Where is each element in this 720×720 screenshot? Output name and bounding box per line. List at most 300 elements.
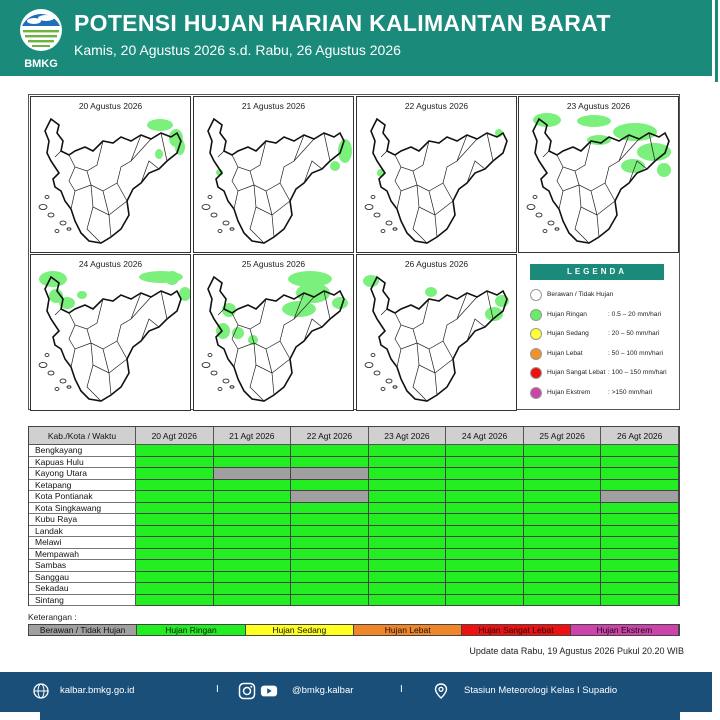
district-border (413, 293, 467, 349)
district-border (559, 191, 563, 209)
district-border (435, 373, 437, 395)
legend-heading: LEGENDA (530, 264, 664, 280)
rain-map (357, 269, 516, 410)
island-outline (533, 196, 537, 199)
island-outline (548, 221, 554, 225)
keterangan-item: Hujan Lebat (354, 625, 462, 635)
keterangan-label: Keterangan : (28, 612, 77, 622)
island-outline (60, 379, 66, 383)
district-border (294, 139, 314, 161)
map-title: 25 Agustus 2026 (241, 259, 306, 269)
district-border (87, 365, 101, 401)
table-row (29, 549, 679, 561)
legend-range: : >150 mm/hari (608, 388, 653, 396)
map-title: 26 Agustus 2026 (404, 259, 469, 269)
table-header-cell: 23 Agt 2026 (369, 427, 447, 445)
district-border (619, 139, 639, 161)
island-outline (202, 363, 210, 368)
forecast-cell (601, 514, 679, 526)
island-outline (365, 205, 373, 210)
island-outline (374, 213, 380, 217)
island-outline (386, 379, 392, 383)
location-pin-icon (432, 682, 450, 700)
map-panel (356, 254, 517, 411)
legend-label: Hujan Lebat (547, 349, 583, 357)
forecast-cell (524, 480, 602, 492)
region-name: Kayong Utara (29, 468, 136, 480)
social-handle[interactable]: @bmkg.kalbar (292, 685, 354, 696)
forecast-cell (214, 445, 292, 457)
map-panel (518, 96, 679, 253)
forecast-cell (136, 549, 214, 561)
island-outline (230, 228, 234, 230)
district-border (109, 373, 111, 395)
island-outline (45, 196, 49, 199)
forecast-cell (214, 514, 292, 526)
legend-item (530, 327, 680, 341)
legend-range: : 0.5 – 20 mm/hari (608, 310, 662, 318)
map-title: 23 Agustus 2026 (566, 101, 631, 111)
legend-swatch (530, 328, 542, 340)
district-border (218, 151, 224, 157)
website-icon (32, 682, 50, 700)
region-name: Kubu Raya (29, 514, 136, 526)
keterangan-bar (28, 624, 680, 636)
forecast-cell (524, 503, 602, 515)
forecast-cell (136, 595, 214, 607)
district-border (131, 297, 151, 319)
legend-item (530, 386, 680, 400)
map-panel (30, 254, 191, 411)
rain-area (165, 271, 179, 285)
bmkg-logo (16, 6, 66, 70)
forecast-maps-grid (28, 94, 680, 410)
district-border (272, 373, 274, 395)
table-row (29, 468, 679, 480)
forecast-cell (136, 468, 214, 480)
region-name: Kota Pontianak (29, 491, 136, 503)
district-border (381, 151, 387, 157)
district-border (397, 349, 401, 367)
district-border (280, 341, 290, 359)
district-border (87, 293, 141, 349)
island-outline (55, 230, 59, 233)
region-name: Sambas (29, 560, 136, 572)
district-border (91, 185, 127, 215)
forecast-cell (136, 526, 214, 538)
island-outline (555, 228, 559, 230)
district-border (71, 349, 75, 367)
table-header-cell: 24 Agt 2026 (446, 427, 524, 445)
legend-item (530, 308, 680, 322)
district-border (443, 183, 453, 201)
island-outline (45, 354, 49, 357)
district-border (429, 349, 435, 373)
district-border (109, 215, 111, 237)
station-name: Stasiun Meteorologi Kelas I Supadio (464, 685, 618, 696)
rain-area (657, 163, 671, 177)
forecast-cell (446, 480, 524, 492)
forecast-cell (524, 560, 602, 572)
forecast-cell (369, 457, 447, 469)
table-header-cell: 20 Agt 2026 (136, 427, 214, 445)
forecast-cell (524, 595, 602, 607)
district-border (103, 191, 109, 215)
forecast-cell (601, 595, 679, 607)
forecast-cell (369, 560, 447, 572)
legend-swatch (530, 367, 542, 379)
island-outline (371, 354, 375, 357)
district-border (397, 191, 401, 209)
district-border (117, 183, 127, 201)
district-border (234, 349, 238, 367)
island-outline (39, 363, 47, 368)
table-header-cell: 22 Agt 2026 (291, 427, 369, 445)
island-outline (381, 388, 385, 391)
island-outline (218, 388, 222, 391)
forecast-cell (601, 468, 679, 480)
rain-map (194, 111, 353, 252)
forecast-cell (446, 572, 524, 584)
forecast-cell (524, 572, 602, 584)
district-border (413, 207, 427, 243)
district-border (161, 291, 167, 319)
table-row (29, 526, 679, 538)
district-border (413, 365, 427, 401)
rain-area (77, 291, 87, 299)
forecast-cell (524, 526, 602, 538)
forecast-cell (214, 491, 292, 503)
table-row (29, 445, 679, 457)
district-border (91, 343, 127, 373)
region-name: Sanggau (29, 572, 136, 584)
district-border (591, 191, 597, 215)
forecast-cell (291, 560, 369, 572)
forecast-cell (291, 549, 369, 561)
table-row (29, 595, 679, 607)
district-border (417, 343, 453, 373)
forecast-cell (136, 445, 214, 457)
forecast-cell (214, 595, 292, 607)
forecast-cell (601, 560, 679, 572)
region-name: Kota Singkawang (29, 503, 136, 515)
district-border (487, 133, 493, 161)
district-border (254, 185, 290, 215)
rain-map (357, 111, 516, 252)
island-outline (393, 228, 397, 230)
forecast-cell (136, 480, 214, 492)
island-outline (211, 371, 217, 375)
map-panel (193, 96, 354, 253)
forecast-cell (601, 491, 679, 503)
rain-map (194, 269, 353, 410)
legend-swatch (530, 387, 542, 399)
forecast-cell (446, 457, 524, 469)
forecast-cell (524, 514, 602, 526)
forecast-table (28, 426, 680, 606)
table-row (29, 537, 679, 549)
forecast-cell (214, 468, 292, 480)
table-row (29, 491, 679, 503)
island-outline (208, 354, 212, 357)
district-border (443, 341, 453, 359)
forecast-cell (369, 445, 447, 457)
district-border (55, 151, 61, 157)
forecast-cell (214, 526, 292, 538)
map-panel (356, 96, 517, 253)
forecast-cell (524, 457, 602, 469)
district-border (597, 215, 599, 237)
legend-range: : 100 – 150 mm/hari (608, 369, 667, 376)
forecast-cell (136, 583, 214, 595)
island-outline (55, 388, 59, 391)
forecast-cell (524, 537, 602, 549)
legend-range: : 20 – 50 mm/hari (608, 330, 660, 337)
forecast-cell (369, 503, 447, 515)
region-name: Mempawah (29, 549, 136, 561)
island-outline (543, 230, 547, 233)
forecast-cell (136, 572, 214, 584)
district-border (71, 191, 75, 209)
island-outline (365, 363, 373, 368)
table-header-cell: 26 Agt 2026 (601, 427, 679, 445)
map-panel (193, 254, 354, 411)
forecast-cell (291, 514, 369, 526)
forecast-cell (601, 445, 679, 457)
rain-area (577, 115, 611, 127)
district-border (324, 133, 330, 161)
district-border (605, 183, 615, 201)
legend-item (530, 366, 680, 380)
forecast-cell (601, 537, 679, 549)
rain-map (31, 111, 190, 252)
district-border (381, 309, 387, 315)
instagram-icon[interactable] (238, 682, 256, 700)
update-text: Update data Rabu, 19 Agustus 2026 Pukul 20.20 WIB (469, 646, 684, 656)
region-name: Ketapang (29, 480, 136, 492)
forecast-cell (291, 445, 369, 457)
district-border (280, 183, 290, 201)
rain-area (155, 149, 163, 159)
forecast-cell (136, 537, 214, 549)
legend-swatch (530, 289, 542, 301)
forecast-cell (291, 526, 369, 538)
table-header-cell: 21 Agt 2026 (214, 427, 292, 445)
rain-area (282, 301, 316, 317)
forecast-cell (136, 503, 214, 515)
forecast-cell (291, 595, 369, 607)
forecast-cell (214, 549, 292, 561)
forecast-cell (291, 572, 369, 584)
forecast-cell (369, 595, 447, 607)
district-border (266, 191, 272, 215)
rain-area (425, 287, 437, 297)
keterangan-item: Hujan Ekstrem (571, 625, 679, 635)
legend-swatch (530, 309, 542, 321)
footer-shade-decoration (0, 712, 720, 720)
island-outline (67, 228, 71, 230)
island-outline (48, 371, 54, 375)
forecast-cell (601, 503, 679, 515)
district-border (457, 139, 477, 161)
forecast-cell (446, 526, 524, 538)
forecast-cell (369, 526, 447, 538)
legend-label: Hujan Ringan (547, 310, 587, 318)
table-row (29, 514, 679, 526)
forecast-cell (446, 583, 524, 595)
rain-area (332, 297, 348, 309)
district-border (579, 185, 615, 215)
forecast-cell (214, 457, 292, 469)
legend-label: Hujan Sedang (547, 330, 589, 337)
forecast-cell (601, 480, 679, 492)
district-border (435, 215, 437, 237)
island-outline (371, 196, 375, 199)
district-border (250, 365, 264, 401)
island-outline (230, 386, 234, 388)
map-title: 24 Agustus 2026 (78, 259, 143, 269)
island-outline (211, 213, 217, 217)
map-title: 22 Agustus 2026 (404, 101, 469, 111)
forecast-cell (291, 468, 369, 480)
forecast-cell (369, 514, 447, 526)
logo-text: BMKG (24, 58, 58, 70)
district-border (55, 309, 61, 315)
table-header-cell: Kab./Kota / Waktu (29, 427, 136, 445)
page-subtitle: Kamis, 20 Agustus 2026 s.d. Rabu, 26 Agustus 2026 (74, 42, 401, 58)
rain-area (232, 327, 244, 339)
forecast-cell (524, 549, 602, 561)
legend-swatch (530, 348, 542, 360)
forecast-cell (369, 549, 447, 561)
forecast-cell (446, 491, 524, 503)
forecast-cell (601, 572, 679, 584)
legend-item (530, 288, 680, 302)
forecast-cell (601, 457, 679, 469)
forecast-cell (601, 526, 679, 538)
forecast-cell (601, 549, 679, 561)
map-title: 20 Agustus 2026 (78, 101, 143, 111)
island-outline (374, 371, 380, 375)
header-banner (0, 0, 712, 76)
forecast-cell (446, 445, 524, 457)
table-row (29, 572, 679, 584)
rain-map (519, 111, 678, 252)
forecast-cell (369, 572, 447, 584)
website-link[interactable]: kalbar.bmkg.go.id (60, 685, 135, 696)
district-border (87, 207, 101, 243)
forecast-cell (291, 583, 369, 595)
map-panel (30, 96, 191, 253)
district-border (254, 343, 290, 373)
forecast-cell (291, 503, 369, 515)
table-row (29, 457, 679, 469)
region-name: Landak (29, 526, 136, 538)
forecast-cell (291, 537, 369, 549)
forecast-cell (446, 595, 524, 607)
map-legend (518, 254, 679, 409)
forecast-cell (214, 503, 292, 515)
island-outline (527, 205, 535, 210)
footer-bar (0, 672, 712, 712)
forecast-cell (214, 560, 292, 572)
district-border (131, 139, 151, 161)
forecast-cell (446, 514, 524, 526)
region-name: Melawi (29, 537, 136, 549)
forecast-cell (369, 468, 447, 480)
region-name: Kapuas Hulu (29, 457, 136, 469)
district-border (575, 207, 589, 243)
youtube-icon[interactable] (260, 682, 278, 700)
rain-map (31, 269, 190, 410)
footer-separator: I (400, 684, 403, 695)
footer-separator: I (216, 684, 219, 695)
forecast-cell (214, 537, 292, 549)
island-outline (208, 196, 212, 199)
rain-area (147, 119, 173, 131)
island-outline (223, 379, 229, 383)
forecast-cell (291, 457, 369, 469)
bmkg-logo-icon (16, 6, 66, 56)
legend-label: Hujan Ekstrem (547, 388, 591, 396)
forecast-cell (524, 491, 602, 503)
district-border (250, 135, 304, 191)
forecast-cell (369, 491, 447, 503)
forecast-cell (136, 514, 214, 526)
forecast-cell (136, 457, 214, 469)
forecast-cell (524, 468, 602, 480)
district-border (250, 207, 264, 243)
island-outline (393, 386, 397, 388)
island-outline (202, 205, 210, 210)
district-border (266, 349, 272, 373)
table-header-cell: 25 Agt 2026 (524, 427, 602, 445)
region-name: Sintang (29, 595, 136, 607)
island-outline (48, 213, 54, 217)
forecast-cell (214, 480, 292, 492)
forecast-cell (446, 537, 524, 549)
island-outline (67, 386, 71, 388)
keterangan-item: Hujan Sangat Lebat (462, 625, 570, 635)
forecast-cell (291, 480, 369, 492)
forecast-cell (136, 491, 214, 503)
page-title: POTENSI HUJAN HARIAN KALIMANTAN BARAT (74, 10, 611, 36)
table-row (29, 503, 679, 515)
island-outline (381, 230, 385, 233)
rain-area (330, 161, 340, 171)
keterangan-item: Hujan Ringan (137, 625, 245, 635)
district-border (117, 341, 127, 359)
legend-range: : 50 – 100 mm/hari (608, 349, 663, 357)
district-border (429, 191, 435, 215)
district-border (234, 191, 238, 209)
forecast-cell (524, 445, 602, 457)
forecast-cell (369, 480, 447, 492)
district-border (103, 349, 109, 373)
island-outline (386, 221, 392, 225)
table-row (29, 583, 679, 595)
legend-label: Berawan / Tidak Hujan (547, 291, 614, 298)
legend-item (530, 347, 680, 361)
forecast-cell (369, 537, 447, 549)
forecast-cell (446, 468, 524, 480)
district-border (457, 297, 477, 319)
forecast-cell (601, 583, 679, 595)
island-outline (223, 221, 229, 225)
legend-label: Hujan Sangat Lebat (547, 369, 606, 376)
island-outline (39, 205, 47, 210)
forecast-cell (136, 560, 214, 572)
